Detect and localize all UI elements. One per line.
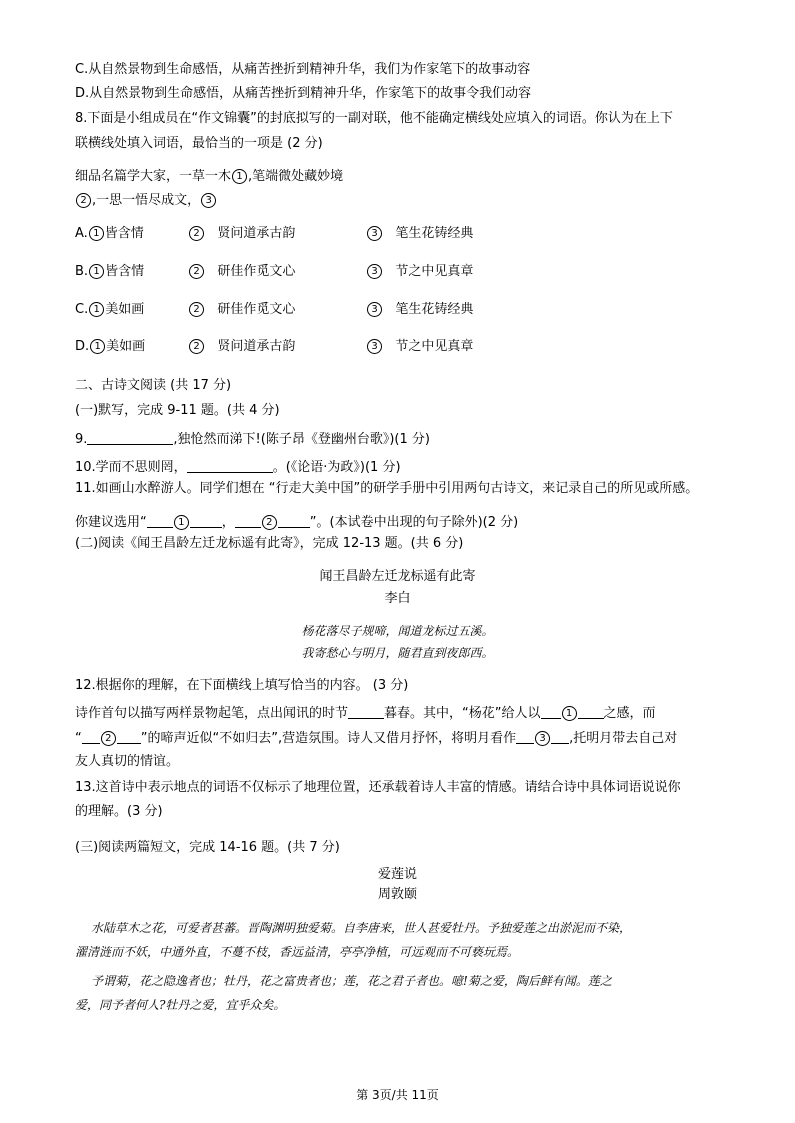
circled-number: 2 bbox=[76, 193, 91, 208]
answer-blank[interactable] bbox=[235, 513, 261, 528]
poem-line2: 我寄愁心与明月，随君直到夜郎西。 bbox=[301, 646, 494, 660]
answer-blank[interactable] bbox=[82, 729, 100, 744]
essay-p1-line2: 濯清涟而不妖，中通外直，不蔓不枝，香远益清，亭亭净植，可远观而不可亵玩焉。 bbox=[75, 945, 520, 959]
section2-title: 二、古诗文阅读 (共 17 分) bbox=[75, 378, 232, 393]
answer-blank[interactable] bbox=[516, 729, 534, 744]
q9: 9. ,独怆然而涕下!(陈子昂《登幽州台歌》)(1 分) bbox=[75, 432, 430, 447]
section3-sub3: (三)阅读两篇短文，完成 14-16 题。(共 7 分) bbox=[75, 840, 340, 855]
q12-line2: “ 2 ”的啼声近似“不如归去”,营造氛围。诗人又借月抒怀，将明月看作 3 ,托明月带去自己对 bbox=[75, 731, 678, 746]
answer-blank[interactable] bbox=[187, 458, 273, 473]
q13-line2: 的理解。(3 分) bbox=[75, 804, 163, 819]
answer-blank[interactable] bbox=[190, 513, 222, 528]
q7-option-d: D.从自然景物到生命感悟，从痛苦挫折到精神升华，作家笔下的故事令我们动容 bbox=[75, 86, 532, 101]
couplet-upper: 细品名篇学大家，一草一木 1 ,笔端微处藏妙境 bbox=[75, 169, 344, 184]
circled-number: 1 bbox=[232, 169, 247, 184]
answer-blank[interactable] bbox=[578, 704, 604, 719]
poem-title: 闻王昌龄左迁龙标遥有此寄 bbox=[319, 569, 476, 584]
essay-p2-line2: 爱，同予者何人?牡丹之爱，宜乎众矣。 bbox=[75, 998, 286, 1012]
answer-blank[interactable] bbox=[541, 704, 561, 719]
section2-sub2: (二)阅读《闻王昌龄左迁龙标遥有此寄》，完成 12-13 题。(共 6 分) bbox=[75, 536, 464, 551]
answer-blank[interactable] bbox=[87, 430, 173, 445]
q12-line1: 诗作首句以描写两样景物起笔，点出闻讯的时节 暮春。其中，“杨花”给人以 1 之感，而 bbox=[75, 706, 656, 721]
q7-option-c: C.从自然景物到生命感悟，从痛苦挫折到精神升华，我们为作家笔下的故事动容 bbox=[75, 62, 531, 77]
essay-p2-line1: 予谓菊，花之隐逸者也；牡丹，花之富贵者也；莲，花之君子者也。噫!菊之爱，陶后鲜有闻。莲之 bbox=[91, 974, 612, 988]
answer-blank[interactable] bbox=[117, 729, 141, 744]
poem-line1: 杨花落尽子规啼，闻道龙标过五溪。 bbox=[301, 624, 494, 638]
circled-number: 3 bbox=[201, 193, 216, 208]
q8-stem-line1: 8.下面是小组成员在“作文锦囊”的封底拟写的一副对联，他不能确定横线处应填入的词语。你认为在上下 bbox=[75, 111, 673, 126]
q12-stem: 12.根据你的理解，在下面横线上填写恰当的内容。 (3 分) bbox=[75, 678, 409, 693]
q11-stem: 11.如画山水醉游人。同学们想在 “行走大美中国”的研学手册中引用两句古诗文，来记录自己的所见或所感。 bbox=[75, 481, 699, 496]
answer-blank[interactable] bbox=[348, 704, 384, 719]
q8-stem-line2: 联横线处填入词语，最恰当的一项是 (2 分) bbox=[75, 136, 323, 151]
couplet-lower: 2 ,一思一悟尽成文， 3 bbox=[75, 192, 217, 210]
page-number: 第 3页/共 11页 bbox=[356, 1088, 439, 1102]
answer-blank[interactable] bbox=[551, 729, 569, 744]
q12-line3: 友人真切的情谊。 bbox=[75, 754, 180, 769]
answer-blank[interactable] bbox=[278, 513, 310, 528]
q13-line1: 13.这首诗中表示地点的词语不仅标示了地理位置，还承载着诗人丰富的情感。请结合诗中具体词语说说你 bbox=[75, 780, 681, 795]
essay-author: 周敦颐 bbox=[377, 887, 417, 902]
poem-author: 李白 bbox=[384, 591, 411, 606]
essay-title: 爱莲说 bbox=[377, 867, 417, 882]
q10: 10.学而不思则罔， 。(《论语·为政》)(1 分) bbox=[75, 460, 401, 475]
answer-blank[interactable] bbox=[147, 513, 173, 528]
section2-sub1: (一)默写，完成 9-11 题。(共 4 分) bbox=[75, 403, 280, 418]
q11-answer-line: 你建议选用“ 1 ， 2 ”。(本试卷中出现的句子除外)(2 分) bbox=[75, 515, 519, 530]
essay-p1-line1: 水陆草木之花，可爱者甚蕃。晋陶渊明独爱菊。自李唐来，世人甚爱牡丹。予独爱莲之出淤泥而不染， bbox=[91, 921, 632, 935]
